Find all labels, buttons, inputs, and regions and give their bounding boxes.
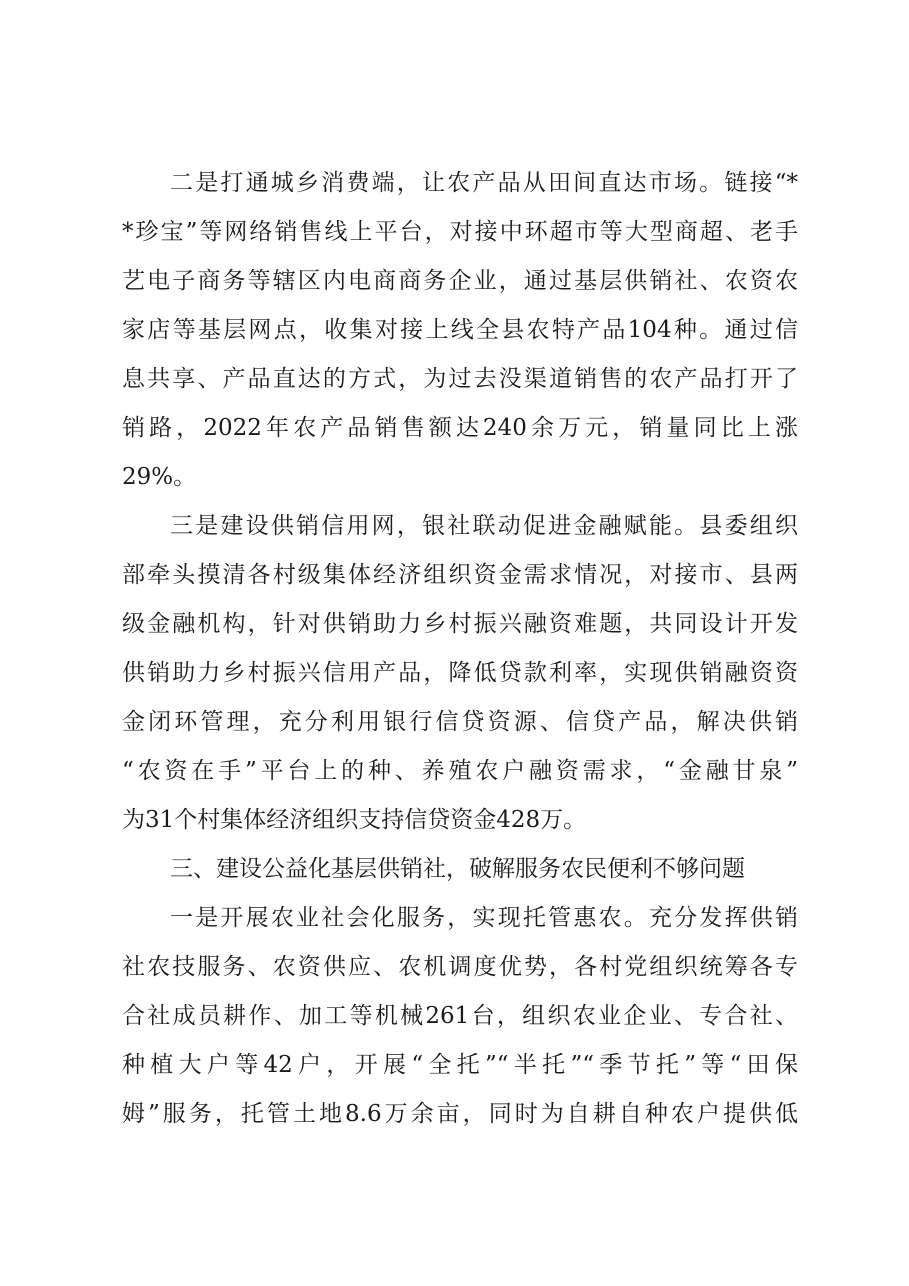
paragraph-credit-network-line-5: 金闭环管理，充分利用银行信贷资源、信贷产品，解决供销 xyxy=(122,709,798,735)
paragraph-credit-network-line-7: 为31个村集体经济组织支持信贷资金428万。 xyxy=(122,807,587,833)
paragraph-agri-services-line-2: 社农技服务、农资供应、农机调度优势，各村党组织统筹各专 xyxy=(122,954,798,980)
paragraph-credit-network-line-1: 三是建设供销信用网，银社联动促进金融赋能。县委组织 xyxy=(170,513,798,539)
paragraph-consumer-end-line-5: 息共享、产品直达的方式，为过去没渠道销售的农产品打开了 xyxy=(122,366,798,392)
paragraph-credit-network-line-3: 级金融机构，针对供销助力乡村振兴融资难题，共同设计开发 xyxy=(122,611,798,637)
paragraph-consumer-end-line-4: 家店等基层网点，收集对接上线全县农特产品104种。通过信 xyxy=(122,317,798,343)
paragraph-credit-network-line-6: “农资在手”平台上的种、养殖农户融资需求，“金融甘泉” xyxy=(122,758,798,784)
paragraph-credit-network-line-4: 供销助力乡村振兴信用产品，降低贷款利率，实现供销融资资 xyxy=(122,660,798,686)
section-heading-public-welfare: 三、建设公益化基层供销社，破解服务农民便利不够问题 xyxy=(170,856,745,882)
paragraph-consumer-end-line-2: *珍宝”等网络销售线上平台，对接中环超市等大型商超、老手 xyxy=(122,219,798,245)
paragraph-consumer-end-line-1: 二是打通城乡消费端，让农产品从田间直达市场。链接“* xyxy=(170,170,798,196)
paragraph-agri-services-line-5: 姆”服务，托管土地8.6万余亩，同时为自耕自种农户提供低 xyxy=(122,1101,798,1127)
paragraph-agri-services-line-4: 种植大户等42户，开展“全托”“半托”“季节托”等“田保 xyxy=(122,1052,798,1078)
paragraph-credit-network-line-2: 部牵头摸清各村级集体经济组织资金需求情况，对接市、县两 xyxy=(122,562,798,588)
paragraph-agri-services-line-3: 合社成员耕作、加工等机械261台，组织农业企业、专合社、 xyxy=(122,1003,798,1029)
paragraph-consumer-end-line-3: 艺电子商务等辖区内电商商务企业，通过基层供销社、农资农 xyxy=(122,268,798,294)
paragraph-consumer-end-line-6: 销路，2022年农产品销售额达240余万元，销量同比上涨 xyxy=(122,415,798,441)
paragraph-agri-services-line-1: 一是开展农业社会化服务，实现托管惠农。充分发挥供销 xyxy=(170,905,798,931)
paragraph-consumer-end-line-7: 29%。 xyxy=(122,464,197,490)
